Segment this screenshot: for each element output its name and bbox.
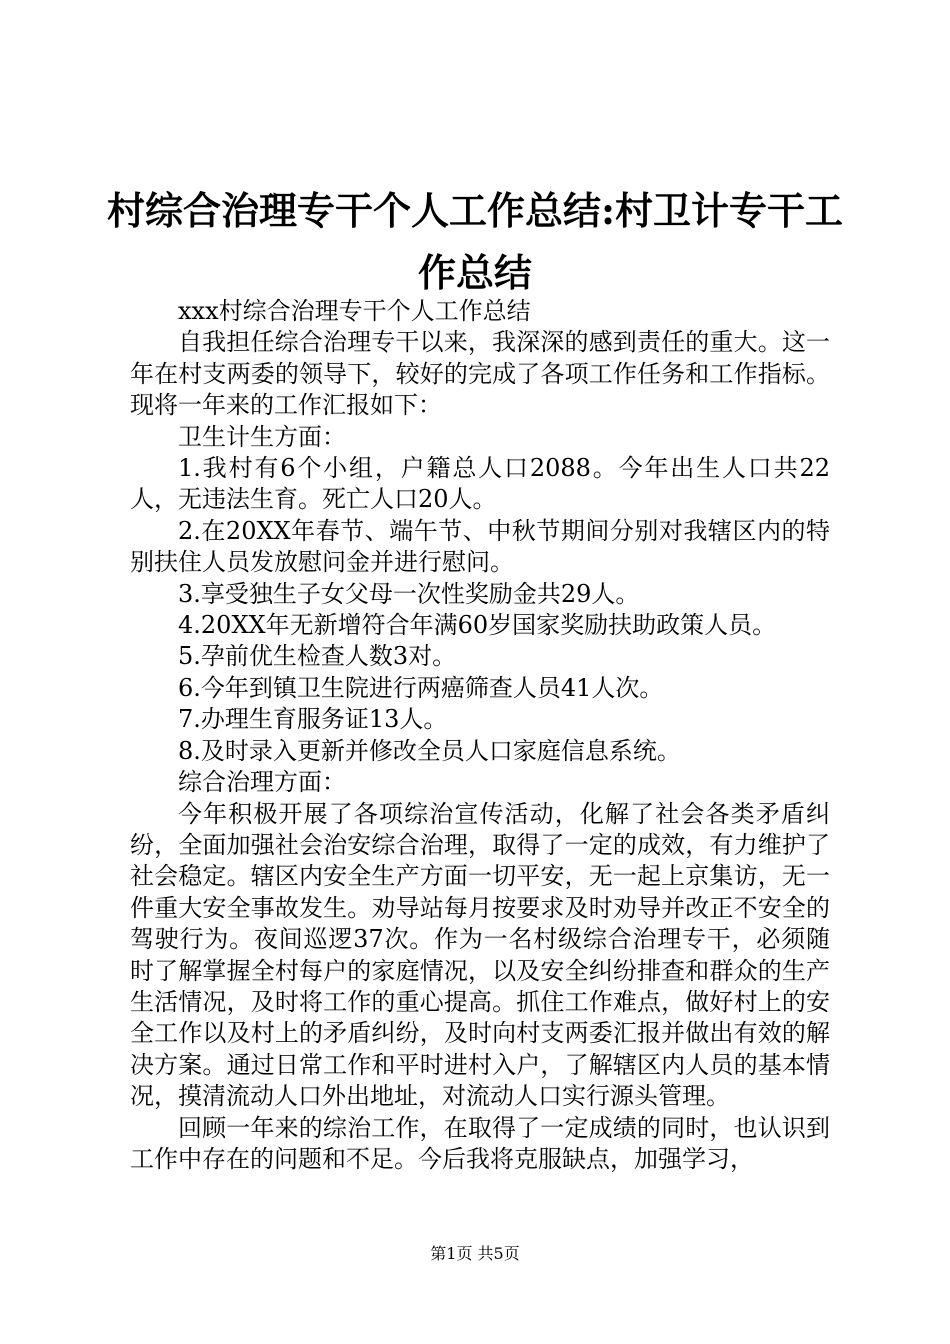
page-footer: 第1页 共5页 bbox=[430, 1244, 520, 1263]
list-item: 3.享受独生子女父母一次性奖励金共29人。 bbox=[178, 579, 640, 608]
section-heading-governance: 综合治理方面： bbox=[178, 768, 346, 797]
document-body bbox=[130, 296, 830, 1175]
paragraph-governance: 今年积极开展了各项综治宣传活动，化解了社会各类矛盾纠纷，全面加强社会治安综合治理，取得了一定的成效，有力维护了社会稳定。辖区内安全生产方面一切平安，无一起上京集访，无一件重大安全事故发生。劝导站每月按要求及时劝导并改正不安全的驾驶行为。夜间巡逻37次。作为一名村级综合治理专干，必须随时了解掌握全村每户的家庭情况，以及安全纠纷排查和群众的生产生活情况，及时将工作的重心提高。抓住工作难点，做好村上的安全工作以及村上的矛盾纠纷，及时向村支两委汇报并做出有效的解决方案。通过日常工作和平时进村入户，了解辖区内人员的基本情况，摸清流动人口外出地址，对流动人口实行源头管理。 bbox=[130, 799, 830, 1111]
section-heading-health: 卫生计生方面： bbox=[178, 422, 346, 451]
list-item: 5.孕前优生检查人数3对。 bbox=[178, 642, 457, 671]
list-item: 2.在20XX年春节、端午节、中秋节期间分别对我辖区内的特别扶住人员发放慰问金并进行慰问。 bbox=[130, 516, 830, 577]
list-item: 8.及时录入更新并修改全员人口家庭信息系统。 bbox=[178, 736, 681, 765]
list-item: 4.20XX年无新增符合年满60岁国家奖励扶助政策人员。 bbox=[178, 611, 777, 640]
list-item: 7.办理生育服务证13人。 bbox=[178, 705, 448, 734]
paragraph-intro: 自我担任综合治理专干以来，我深深的感到责任的重大。这一年在村支两委的领导下，较好的完成了各项工作任务和工作指标。现将一年来的工作汇报如下： bbox=[130, 328, 830, 420]
list-item: 1.我村有6个小组，户籍总人口2088。今年出生人口共22人，无违法生育。死亡人口20人。 bbox=[130, 454, 830, 514]
list-item: 6.今年到镇卫生院进行两癌筛查人员41人次。 bbox=[178, 673, 664, 702]
paragraph-subtitle: xxx村综合治理专干个人工作总结 bbox=[178, 297, 531, 325]
paragraph-review: 回顾一年来的综治工作，在取得了一定成绩的同时，也认识到工作中存在的问题和不足。今后我将克服缺点，加强学习， bbox=[130, 1113, 830, 1173]
document-title: 村综合治理专干个人工作总结:村卫计专干工作总结 bbox=[106, 188, 844, 295]
